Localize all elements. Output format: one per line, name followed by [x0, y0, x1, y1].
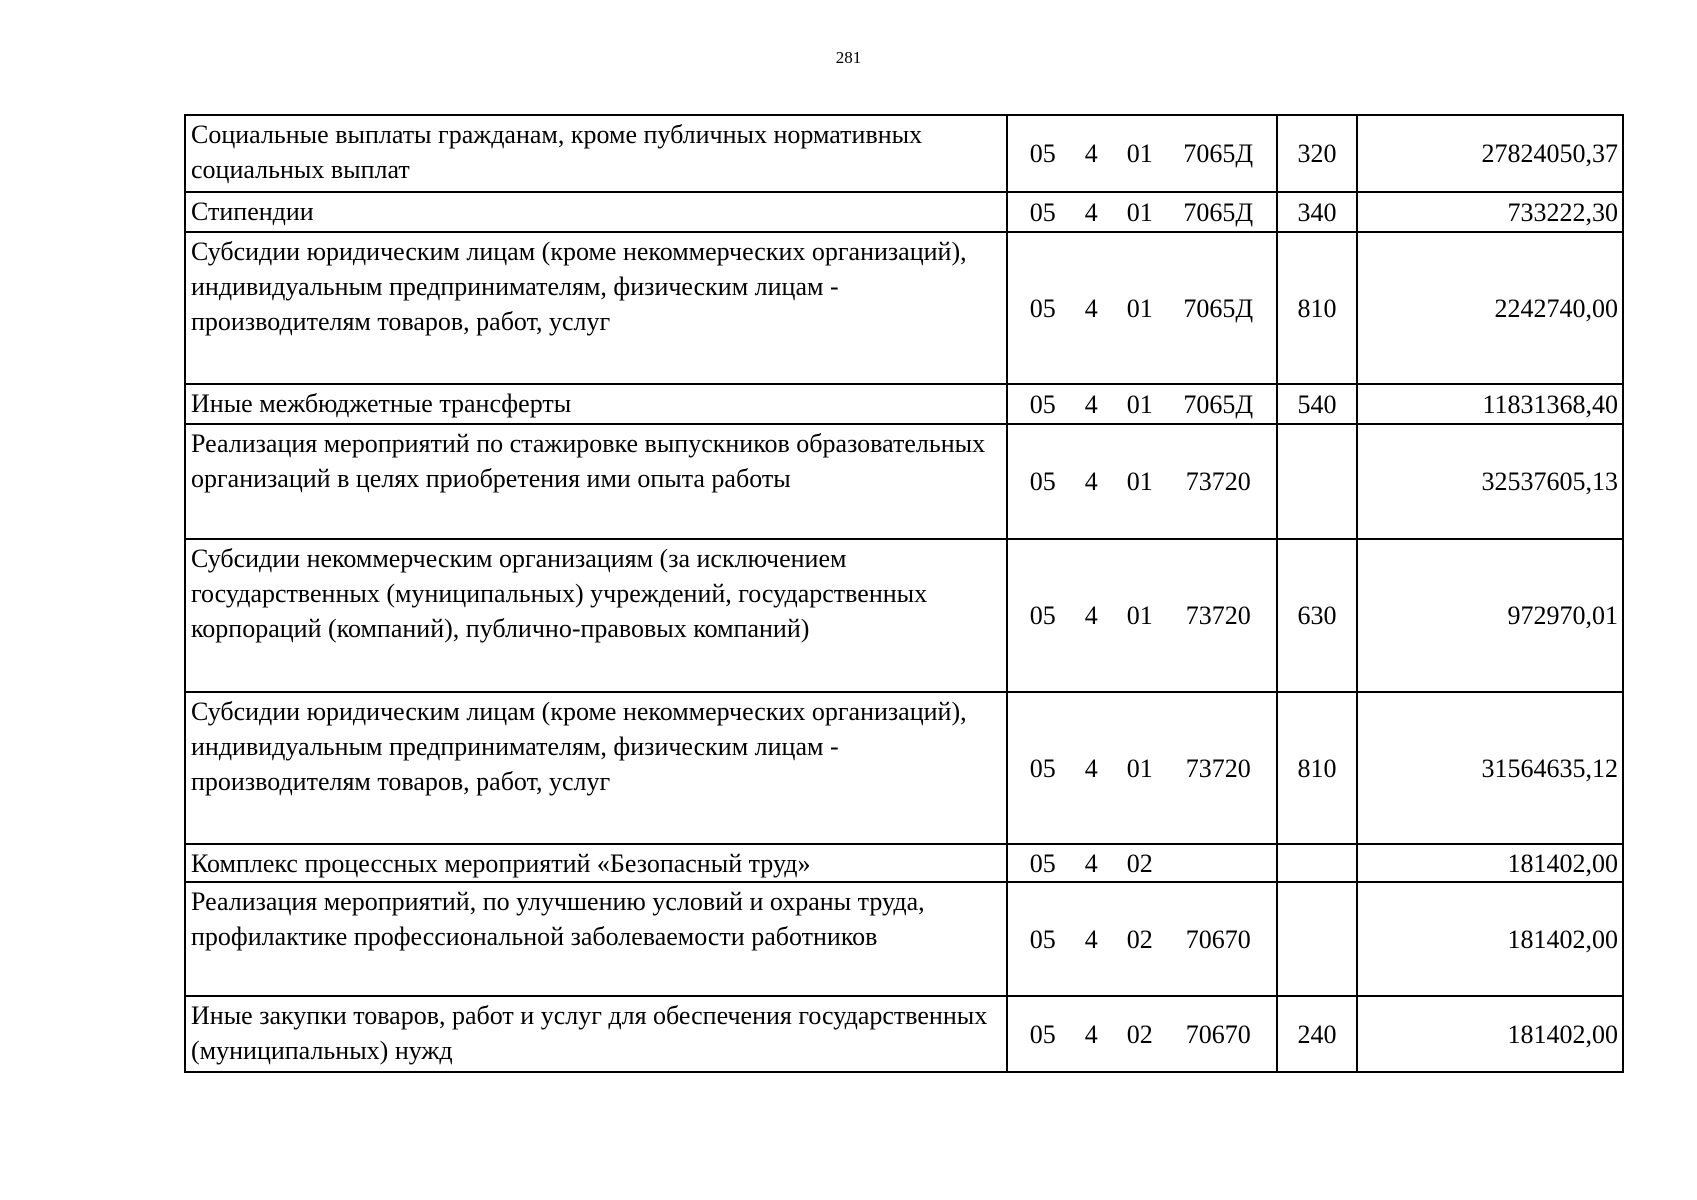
code-part-2: 4	[1084, 848, 1098, 878]
row-expense-type: 810	[1277, 692, 1357, 844]
code-part-4: 70670	[1185, 1019, 1251, 1049]
code-part-2: 4	[1084, 753, 1098, 783]
code-part-1: 05	[1029, 1019, 1056, 1049]
code-part-4: 73720	[1185, 753, 1251, 783]
row-expense-type: 810	[1277, 232, 1357, 384]
code-part-3: 01	[1126, 139, 1153, 168]
row-expense-type	[1277, 424, 1357, 539]
code-part-4: 7065Д	[1183, 293, 1254, 323]
code-part-2: 4	[1084, 1019, 1098, 1049]
row-sum: 733222,30	[1357, 192, 1623, 232]
budget-table	[184, 114, 1624, 1073]
table-row	[185, 424, 1623, 539]
table-row	[185, 882, 1623, 996]
row-expense-type: 320	[1277, 115, 1357, 192]
code-part-1: 05	[1029, 848, 1056, 878]
code-part-1: 05	[1029, 293, 1056, 323]
row-name: Субсидии юридическим лицам (кроме некоммерческих организаций), индивидуальным предпринимателям, физическим лицам - производителям товаров, работ, услуг	[185, 232, 1007, 384]
row-name: Иные закупки товаров, работ и услуг для обеспечения государственных (муниципальных) нужд	[185, 996, 1007, 1072]
code-part-4: 7065Д	[1183, 197, 1254, 227]
row-codes	[1007, 692, 1277, 844]
row-name: Комплекс процессных мероприятий «Безопасный труд»	[185, 844, 1007, 882]
code-part-2: 4	[1084, 139, 1098, 168]
code-part-3: 02	[1126, 1019, 1153, 1049]
row-codes	[1007, 115, 1277, 192]
code-part-3: 02	[1126, 848, 1153, 878]
code-part-4: 7065Д	[1183, 139, 1254, 168]
row-codes	[1007, 844, 1277, 882]
table-row	[185, 996, 1623, 1072]
code-part-2: 4	[1084, 389, 1098, 419]
row-sum: 972970,01	[1357, 539, 1623, 692]
table-row	[185, 192, 1623, 232]
code-part-3: 01	[1126, 467, 1153, 496]
row-sum: 181402,00	[1357, 996, 1623, 1072]
code-part-1: 05	[1029, 601, 1056, 630]
code-part-1: 05	[1029, 389, 1056, 419]
row-codes	[1007, 882, 1277, 996]
code-part-4: 70670	[1185, 924, 1251, 954]
row-expense-type: 540	[1277, 384, 1357, 424]
row-name: Субсидии юридическим лицам (кроме некоммерческих организаций), индивидуальным предпринимателям, физическим лицам - производителям товаров, работ, услуг	[185, 692, 1007, 844]
row-name: Стипендии	[185, 192, 1007, 232]
code-part-4: 73720	[1185, 601, 1251, 630]
row-expense-type: 340	[1277, 192, 1357, 232]
row-expense-type	[1277, 882, 1357, 996]
row-name: Социальные выплаты гражданам, кроме публичных нормативных социальных выплат	[185, 115, 1007, 192]
row-codes	[1007, 384, 1277, 424]
row-sum: 27824050,37	[1357, 115, 1623, 192]
code-part-3: 01	[1126, 601, 1153, 630]
page-number: 281	[835, 48, 862, 67]
row-codes	[1007, 424, 1277, 539]
code-part-1: 05	[1029, 197, 1056, 227]
table-row	[185, 539, 1623, 692]
row-expense-type: 630	[1277, 539, 1357, 692]
code-part-1: 05	[1029, 139, 1056, 168]
code-part-1: 05	[1029, 753, 1056, 783]
code-part-1: 05	[1029, 467, 1056, 496]
table-row	[185, 232, 1623, 384]
row-sum: 2242740,00	[1357, 232, 1623, 384]
row-sum: 11831368,40	[1357, 384, 1623, 424]
row-codes	[1007, 539, 1277, 692]
code-part-3: 01	[1126, 197, 1153, 227]
row-codes	[1007, 996, 1277, 1072]
code-part-2: 4	[1084, 601, 1098, 630]
code-part-3: 01	[1126, 753, 1153, 783]
row-name: Субсидии некоммерческим организациям (за исключением государственных (муниципальных) учреждений, государственных корпораций (компаний), публично-правовых компаний)	[185, 539, 1007, 692]
row-sum: 181402,00	[1357, 882, 1623, 996]
table-row	[185, 384, 1623, 424]
code-part-2: 4	[1084, 924, 1098, 954]
row-codes	[1007, 232, 1277, 384]
code-part-2: 4	[1084, 467, 1098, 496]
code-part-3: 01	[1126, 293, 1153, 323]
row-sum: 32537605,13	[1357, 424, 1623, 539]
table-row	[185, 692, 1623, 844]
code-part-1: 05	[1029, 924, 1056, 954]
row-sum: 181402,00	[1357, 844, 1623, 882]
code-part-3: 02	[1126, 924, 1153, 954]
code-part-2: 4	[1084, 197, 1098, 227]
code-part-4: 73720	[1185, 467, 1251, 496]
code-part-2: 4	[1084, 293, 1098, 323]
row-expense-type	[1277, 844, 1357, 882]
row-codes	[1007, 192, 1277, 232]
row-expense-type: 240	[1277, 996, 1357, 1072]
table-row	[185, 115, 1623, 192]
table-row	[185, 844, 1623, 882]
row-sum: 31564635,12	[1357, 692, 1623, 844]
code-part-3: 01	[1126, 389, 1153, 419]
row-name: Реализация мероприятий по стажировке выпускников образовательных организаций в целях приобретения ими опыта работы	[185, 424, 1007, 539]
code-part-4: 7065Д	[1183, 389, 1254, 419]
row-name: Иные межбюджетные трансферты	[185, 384, 1007, 424]
row-name: Реализация мероприятий, по улучшению условий и охраны труда, профилактике профессиональной заболеваемости работников	[185, 882, 1007, 996]
